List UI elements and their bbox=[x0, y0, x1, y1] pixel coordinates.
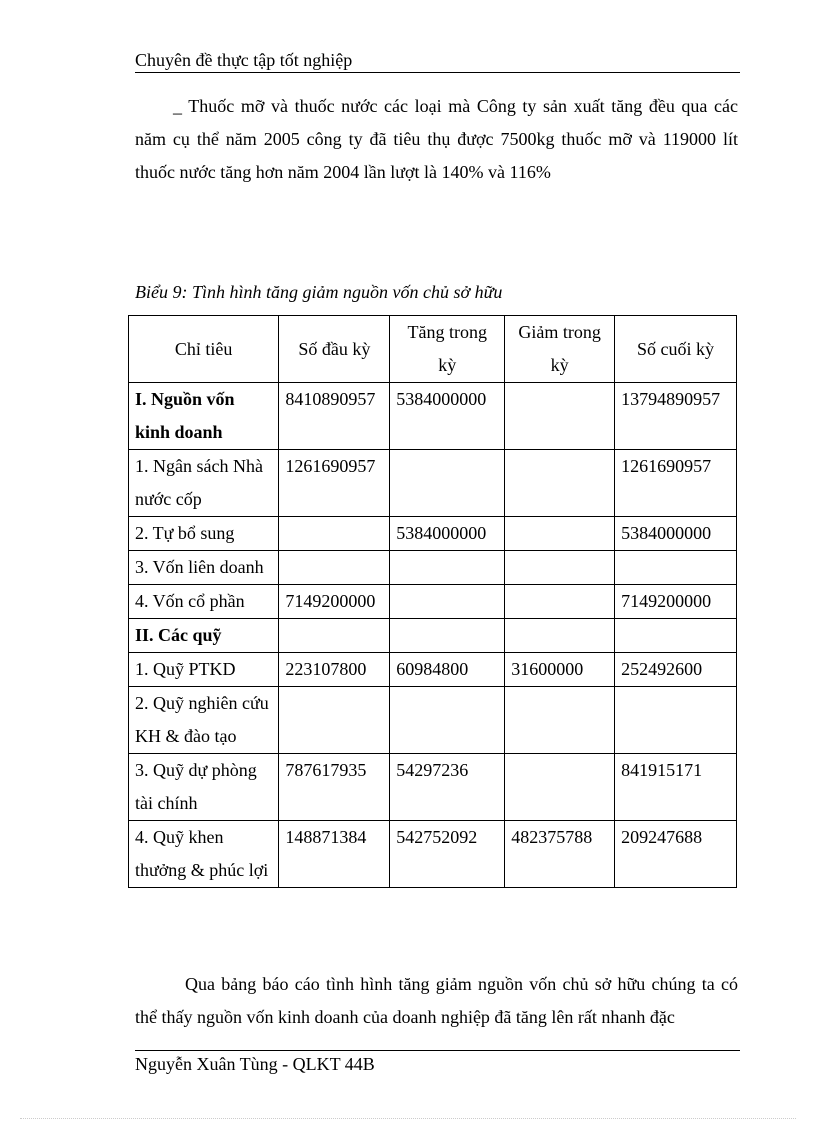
cell-decrease bbox=[505, 754, 615, 821]
row-label: 1. Quỹ PTKD bbox=[129, 653, 279, 687]
cell-decrease: 482375788 bbox=[505, 821, 615, 888]
cell-decrease bbox=[505, 450, 615, 517]
cell-increase: 54297236 bbox=[390, 754, 505, 821]
cell-start bbox=[279, 619, 390, 653]
cell-increase: 60984800 bbox=[390, 653, 505, 687]
cell-decrease bbox=[505, 383, 615, 450]
page-footer: Nguyễn Xuân Tùng - QLKT 44B bbox=[135, 1054, 375, 1074]
cell-start bbox=[279, 551, 390, 585]
header-cell: Giảm trong kỳ bbox=[505, 316, 615, 383]
cell-end: 252492600 bbox=[615, 653, 737, 687]
header-cell: Số cuối kỳ bbox=[615, 316, 737, 383]
cell-start bbox=[279, 687, 390, 754]
cell-increase bbox=[390, 585, 505, 619]
cell-end: 841915171 bbox=[615, 754, 737, 821]
table-row bbox=[129, 821, 737, 888]
cell-end: 1261690957 bbox=[615, 450, 737, 517]
cell-decrease bbox=[505, 551, 615, 585]
row-label: II. Các quỹ bbox=[129, 619, 279, 653]
paragraph-analysis: Qua bảng báo cáo tình hình tăng giảm nguồn vốn chủ sở hữu chúng ta có thể thấy nguồn vốn kinh doanh của doanh nghiệp đã tăng lên rất nhanh đặc bbox=[135, 974, 738, 1027]
table-row bbox=[129, 687, 737, 754]
cell-increase bbox=[390, 619, 505, 653]
cell-start: 223107800 bbox=[279, 653, 390, 687]
cell-increase: 5384000000 bbox=[390, 383, 505, 450]
cell-increase bbox=[390, 551, 505, 585]
table-row bbox=[129, 450, 737, 517]
table-row bbox=[129, 619, 737, 653]
cell-start: 148871384 bbox=[279, 821, 390, 888]
table-row bbox=[129, 551, 737, 585]
row-label: 4. Quỹ khen thưởng & phúc lợi bbox=[129, 821, 279, 888]
cell-increase bbox=[390, 450, 505, 517]
row-label: 3. Quỹ dự phòng tài chính bbox=[129, 754, 279, 821]
cell-increase: 542752092 bbox=[390, 821, 505, 888]
cell-start: 787617935 bbox=[279, 754, 390, 821]
table-header-row bbox=[129, 316, 737, 383]
table-caption: Biểu 9: Tình hình tăng giảm nguồn vốn chủ sở hữu bbox=[135, 282, 503, 302]
cell-start: 7149200000 bbox=[279, 585, 390, 619]
cell-decrease: 31600000 bbox=[505, 653, 615, 687]
cell-start bbox=[279, 517, 390, 551]
footer-divider bbox=[135, 1050, 740, 1051]
cell-end: 209247688 bbox=[615, 821, 737, 888]
capital-table bbox=[128, 315, 737, 888]
table-row bbox=[129, 517, 737, 551]
row-label: I. Nguồn vốn kinh doanh bbox=[129, 383, 279, 450]
row-label: 2. Quỹ nghiên cứu KH & đào tạo bbox=[129, 687, 279, 754]
page-edge-divider bbox=[20, 1118, 796, 1119]
header-cell: Chỉ tiêu bbox=[129, 316, 279, 383]
cell-decrease bbox=[505, 687, 615, 754]
row-label: 2. Tự bổ sung bbox=[129, 517, 279, 551]
cell-increase bbox=[390, 687, 505, 754]
cell-end: 7149200000 bbox=[615, 585, 737, 619]
table-row bbox=[129, 754, 737, 821]
cell-start: 1261690957 bbox=[279, 450, 390, 517]
paragraph-products: _ Thuốc mỡ và thuốc nước các loại mà Công ty sản xuất tăng đều qua các năm cụ thể năm 2005 công ty đã tiêu thụ được 7500kg thuốc mỡ và 119000 lít thuốc nước tăng hơn năm 2004 lần lượt là 140% và 116% bbox=[135, 96, 738, 182]
cell-start: 8410890957 bbox=[279, 383, 390, 450]
table-row bbox=[129, 383, 737, 450]
row-label: 1. Ngân sách Nhà nước cốp bbox=[129, 450, 279, 517]
cell-end: 13794890957 bbox=[615, 383, 737, 450]
row-label: 3. Vốn liên doanh bbox=[129, 551, 279, 585]
cell-decrease bbox=[505, 619, 615, 653]
cell-end bbox=[615, 687, 737, 754]
cell-end: 5384000000 bbox=[615, 517, 737, 551]
page-header: Chuyên đề thực tập tốt nghiệp bbox=[135, 48, 740, 73]
row-label: 4. Vốn cổ phần bbox=[129, 585, 279, 619]
cell-decrease bbox=[505, 585, 615, 619]
header-cell: Số đầu kỳ bbox=[279, 316, 390, 383]
cell-decrease bbox=[505, 517, 615, 551]
table-row bbox=[129, 585, 737, 619]
cell-end bbox=[615, 551, 737, 585]
table-row bbox=[129, 653, 737, 687]
header-cell: Tăng trong kỳ bbox=[390, 316, 505, 383]
cell-end bbox=[615, 619, 737, 653]
cell-increase: 5384000000 bbox=[390, 517, 505, 551]
